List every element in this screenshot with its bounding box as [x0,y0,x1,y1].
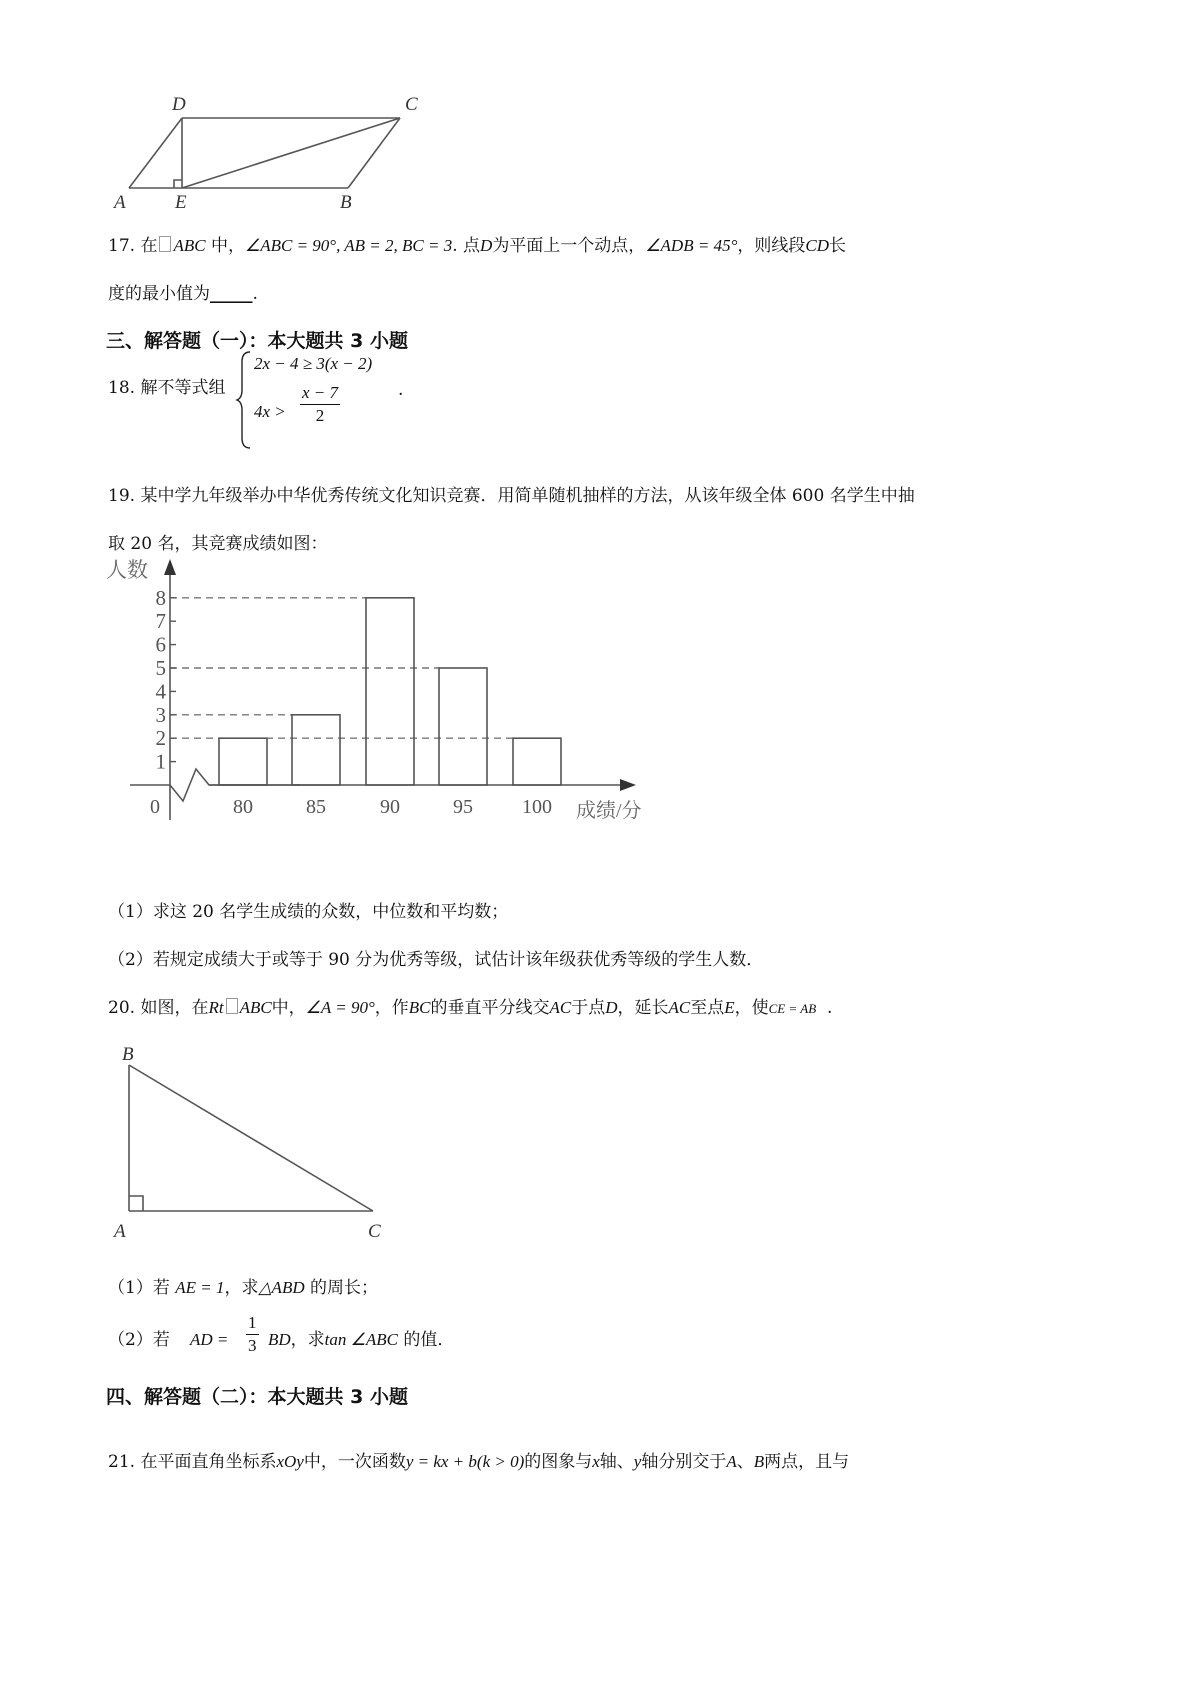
q19-text: 某中学九年级举办中华优秀传统文化知识竞赛．用简单随机抽样的方法，从该年级全体 600 名学生中抽 [140,486,915,506]
question-20-sub1 [108,1276,378,1300]
missing-glyph-box [226,998,238,1014]
missing-glyph-box [159,236,171,252]
q17-text: 中， [210,236,245,256]
q21-y: y [633,1452,642,1471]
q20-ce-ab: CE = AB [768,1001,817,1016]
q18-inequality-1: 2x − 4 ≥ 3(x − 2) [254,354,373,373]
label-c: C [405,94,418,115]
question-number: 21. [108,1452,136,1472]
q21-text: 的图象与 [524,1452,593,1472]
q21-sep: 、 [736,1452,754,1472]
y-tick-label: 1 [155,749,166,774]
q20-sub1-text: ，求 [224,1278,259,1298]
q17-segment: CD [805,236,829,255]
q20-ac: AC [549,998,572,1017]
q20-sub1-prefix: （1）若 [108,1278,170,1298]
y-tick-label: 5 [155,656,166,680]
x-axis-label: 成绩/分 [576,800,642,822]
x-tick-label: 85 [306,796,326,818]
q21-x: x [592,1452,600,1471]
brace-icon [236,350,252,450]
y-tick-label: 4 [155,679,166,704]
question-number: 20. [108,998,136,1018]
bar-90 [366,598,414,785]
label-b: B [340,192,352,213]
q18-prefix [108,376,225,400]
q20-sub2-rest [268,1328,454,1352]
right-triangle-figure [100,1030,400,1242]
q21-text: 轴分别交于 [641,1452,727,1472]
section-heading-4: 四、解答题（二）：本大题共 3 小题 [106,1386,408,1408]
q18-fraction [300,382,340,427]
q20-sub2-lhs: AD = [190,1330,229,1349]
q20-end: . [826,998,833,1018]
right-angle-mark [129,1196,143,1211]
question-number: 17. [108,236,136,256]
answer-blank[interactable]: _____ [210,284,253,304]
fraction-numerator: x − 7 [300,382,340,405]
question-20-line1 [108,996,832,1021]
label-d: D [172,94,186,115]
x-tick-label: 80 [233,796,253,818]
q17-text: . 点 [452,236,481,256]
q18-end: . [398,380,404,400]
q20-sub1-end: 的周长； [310,1278,379,1298]
q20-sub2-prefix: （2）若 [108,1330,170,1350]
label-a: A [114,1221,126,1242]
label-b: B [122,1044,134,1065]
q20-triangle: ABC [239,998,272,1017]
segment-ec [182,118,400,188]
q20-text: ，使 [734,998,769,1018]
question-19-line2: 取 20 名，其竞赛成绩如图： [108,534,328,554]
origin-label: 0 [150,796,160,818]
q20-rt: Rt [208,998,224,1017]
q21-text: 中，一次函数 [303,1452,406,1472]
q20-sub2-tan: tan ∠ABC [324,1330,398,1349]
parallelogram-figure [100,80,420,213]
question-21-line1 [108,1450,849,1474]
question-19-sub2: （2）若规定成绩大于或等于 90 分为优秀等级，试估计该年级获优秀等级的学生人数． [108,950,764,970]
y-axis-arrow-icon [164,559,176,575]
q20-bc: BC [408,998,431,1017]
q20-sub1-condition: AE = 1 [175,1278,225,1297]
q20-sub1-triangle: △ABD [258,1278,305,1297]
q20-text: ，延长 [617,998,669,1018]
q20-text: 于点 [571,998,606,1018]
q20-sub2-rhs: BD [268,1330,291,1349]
bar-95 [439,668,487,785]
q18-inequality-2-left: 4x > [254,402,286,421]
q17-text: ，则线段 [737,236,806,256]
q17-text: 长 [829,236,846,256]
question-19-line1 [108,484,915,508]
label-e: E [175,192,187,213]
q21-text: 在平面直角坐标系 [140,1452,277,1472]
fraction-denominator: 2 [315,406,325,425]
q21-xoy: xOy [276,1452,304,1471]
q17-end: . [252,284,258,304]
q20-text: ，作 [374,998,409,1018]
bar-85 [292,715,340,785]
score-bar-chart [100,555,680,840]
q17-point-d: D [480,236,493,255]
q17-triangle: ABC [173,236,206,255]
fraction-denominator: 3 [248,1336,257,1355]
q20-text: 至点 [690,998,725,1018]
question-number: 18. [108,378,136,398]
q20-text: 的垂直平分线交 [430,998,550,1018]
q20-angle: ∠A = 90° [305,998,375,1017]
q21-text: 轴、 [599,1452,634,1472]
y-tick-label: 7 [155,609,166,634]
label-c: C [368,1221,381,1242]
y-tick-label: 6 [155,632,166,657]
x-tick-label: 100 [522,796,552,818]
section-heading-3: 三、解答题（一）：本大题共 3 小题 [106,330,408,352]
question-17-line1 [108,234,846,258]
q17-conditions: ∠ABC = 90°, AB = 2, BC = 3 [244,236,453,255]
q20-e: E [724,998,735,1017]
q17-text: 度的最小值为 [108,284,210,304]
x-tick-label: 90 [380,796,400,818]
y-axis-label: 人数 [106,558,148,582]
fraction-numerator: 1 [246,1312,259,1335]
q20-d: D [605,998,618,1017]
q21-function: y = kx + b(k > 0) [405,1452,525,1471]
bar-100 [513,738,561,785]
right-angle-mark [174,180,182,188]
q17-text: 为平面上一个动点， [492,236,646,256]
q21-a: A [726,1452,737,1471]
q20-sub2-end: 的值． [403,1330,455,1350]
label-a: A [114,192,126,213]
bar-80 [219,738,267,785]
x-tick-label: 95 [453,796,473,818]
q20-text: 中， [271,998,306,1018]
segment-da [129,118,182,188]
q20-sub2-fraction [246,1312,259,1357]
y-tick-label: 3 [155,702,166,727]
q20-text: 如图，在 [140,998,209,1018]
q20-ac2: AC [668,998,691,1017]
q20-sub2-text: ，求 [290,1330,325,1350]
y-tick-label: 2 [155,726,166,751]
question-number: 19. [108,486,136,506]
q21-b: B [753,1452,765,1471]
question-17-line2 [108,282,258,306]
q17-text: 在 [140,236,158,256]
x-axis-arrow-icon [620,779,636,791]
q18-text: 解不等式组 [140,378,226,398]
q17-angle: ∠ADB = 45° [645,236,738,255]
y-tick-label: 8 [155,585,166,610]
q21-text: 两点，且与 [764,1452,850,1472]
segment-cb [348,118,400,188]
segment-bc [129,1065,373,1211]
question-19-sub1: （1）求这 20 名学生成绩的众数，中位数和平均数； [108,902,509,922]
